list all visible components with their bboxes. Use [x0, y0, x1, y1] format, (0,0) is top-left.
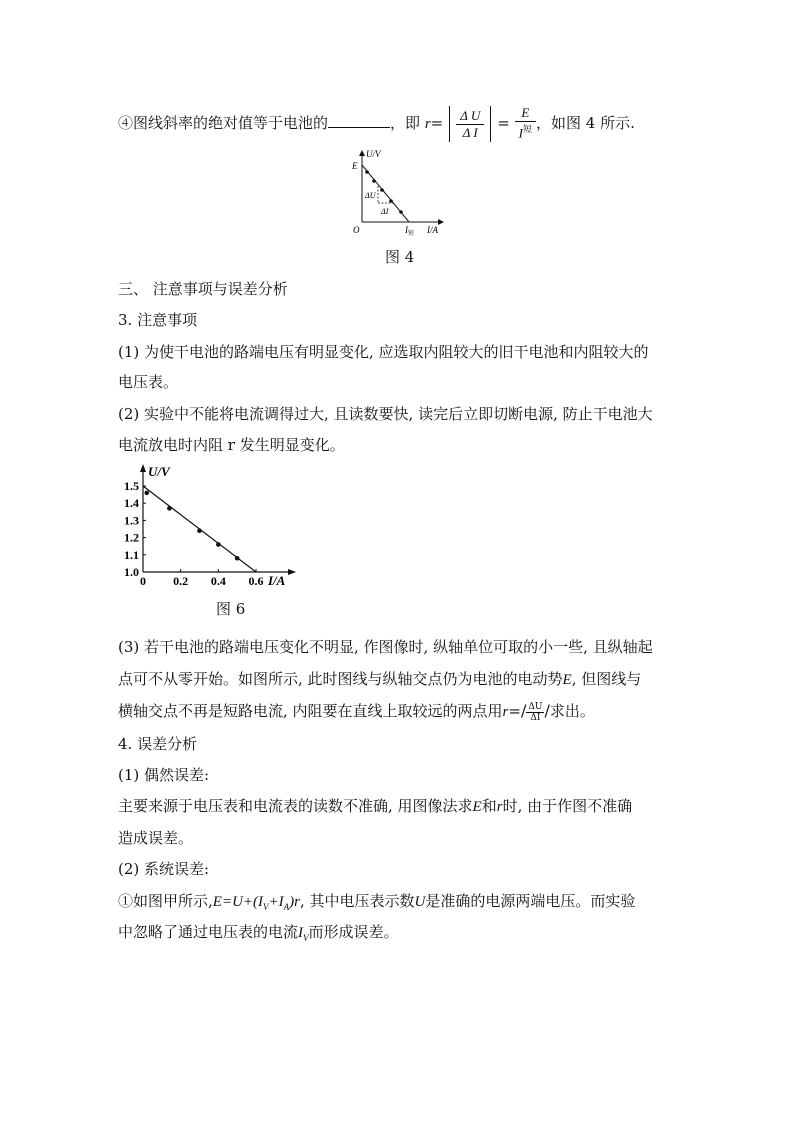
delta-i: ΔI [530, 712, 541, 723]
fill-in-blank [328, 113, 390, 128]
fig6-x-tick-label: 0 [140, 574, 146, 588]
equals-sign: = [430, 114, 444, 132]
fig6-x-tick-label: 0.6 [248, 574, 264, 588]
fig6-data-point [216, 542, 221, 547]
paragraph-7a [118, 890, 635, 918]
fig4-du-label: ΔU [365, 191, 376, 200]
fig4-y-label: U/V [366, 149, 381, 159]
fig4-point [399, 210, 403, 214]
fig4-e-label: E [352, 161, 358, 171]
paragraph-3c: 横轴交点不再是短路电流, 内阻要在直线上取较远的两点用r=/ $\frac{\Delta U}{\Delta I}$ /求出。 [118, 701, 595, 723]
paragraph-3a: (3) 若干电池的路端电压变化不明显, 作图像时, 纵轴单位可取的小一些, 且纵轴起 [118, 638, 653, 656]
fig6-data-point [144, 491, 149, 496]
delta-u: Δ U [456, 108, 484, 125]
paragraph-5a-text: 主要来源于电压表和电流表的读数不准确, 用图像法求 [118, 797, 473, 815]
fig6-x-tick-label: 0.4 [210, 574, 226, 588]
i-symbol: I [518, 125, 523, 141]
equals-sign-2: = [497, 114, 510, 132]
fig6-y-tick-label: 1.0 [124, 565, 139, 579]
paragraph-2b: 电流放电时内阻 r 发生明显变化。 [118, 436, 345, 454]
fig6-y-axis-label: U/V [148, 464, 170, 479]
paragraph-1b: 电压表。 [118, 373, 179, 391]
emf-formula: $E=U+(I_V+I_A)r$ [212, 894, 300, 912]
paragraph-7a-tail: 是准确的电源两端电压。而实验 [425, 892, 636, 910]
intro-line [118, 105, 635, 143]
fig4-ishort-label: $I_短$ [405, 225, 415, 237]
paragraph-3b-tail: , 但图线与 [571, 670, 642, 688]
paragraph-7b-tail: 而形成误差。 [308, 923, 399, 941]
paragraph-3c-tail: 求出。 [549, 702, 595, 720]
paragraph-3b-text: 点可不从零开始。如图所示, 此时图线与纵轴交点仍为电池的电动势 [118, 670, 563, 688]
intro-suffix: ，如图 4 所示. [536, 114, 635, 132]
r-symbol: r [424, 116, 431, 132]
abs-bar-right [490, 106, 491, 142]
fig6-y-tick-label: 1.4 [124, 496, 139, 511]
delta-ratio [526, 702, 544, 723]
paragraph-5b: 造成误差。 [118, 829, 194, 847]
figure-4-caption: 图 4 [385, 248, 415, 266]
e-over-ishort-fraction [515, 105, 536, 142]
fig6-y-tick-label: 1.2 [124, 530, 139, 545]
paragraph-1a: (1) 为使干电池的路端电压有明显变化, 应选取内阻较大的旧干电池和内阻较大的 [118, 343, 649, 361]
emf-symbol: E [472, 799, 482, 815]
item-heading-4: 4. 误差分析 [118, 735, 198, 753]
delta-i: Δ I [462, 124, 478, 140]
paragraph-7b [118, 921, 399, 949]
figure-6-chart [110, 460, 310, 590]
fig6-y-tick-label: 1.1 [124, 547, 139, 562]
emf-symbol: E [515, 105, 536, 122]
r-symbol: r [496, 799, 503, 815]
paragraph-5a [118, 795, 632, 818]
delta-u: ΔU [528, 701, 543, 712]
r-symbol: r [502, 704, 509, 720]
figure-6-caption: 图 6 [216, 600, 246, 618]
item-heading-3: 3. 注意事项 [118, 311, 198, 329]
emf-symbol: E [562, 672, 572, 688]
delta-fraction [456, 108, 484, 141]
paragraph-7b-text: 中忽略了通过电压表的电流 [118, 923, 299, 941]
fig6-data-point [235, 556, 240, 561]
figure-4-diagram [345, 145, 455, 237]
paragraph-3b [118, 668, 641, 691]
paragraph-3c-text: 横轴交点不再是短路电流, 内阻要在直线上取较远的两点用 [118, 702, 503, 720]
paragraph-7a-text: ①如图甲所示, [118, 892, 213, 910]
fig4-di-label: ΔI [381, 207, 389, 216]
paragraph-7a-mid: , 其中电压表示数 [299, 892, 415, 910]
fig4-x-label: I/A [427, 225, 438, 235]
fig6-x-tick-label: 0.2 [173, 574, 189, 588]
fig4-point [365, 170, 369, 174]
section-heading-3: 三、 注意事项与误差分析 [118, 280, 288, 298]
fig6-data-point [197, 528, 202, 533]
fig4-point [372, 179, 376, 183]
short-superscript: 短 [522, 125, 532, 136]
intro-after-blank: ，即 [390, 114, 421, 132]
fig6-x-arrow [288, 569, 296, 575]
fig6-y-tick-label: 1.3 [124, 513, 139, 528]
paragraph-6: (2) 系统误差: [118, 860, 210, 878]
fig6-x-axis-label: I/A [268, 573, 286, 588]
fig4-origin-label: O [353, 225, 360, 235]
fig6-y-arrow [140, 464, 146, 472]
fig6-data-point [167, 506, 172, 511]
fig6-y-tick-label: 1.5 [124, 479, 139, 493]
paragraph-5a-and: 和 [481, 797, 497, 815]
paragraph-2a: (2) 实验中不能将电流调得过大, 且读数要快, 读完后立即切断电源, 防止干电池大 [118, 405, 653, 423]
equals-sign: = [508, 702, 521, 720]
intro-prefix: ④图线斜率的绝对值等于电池的 [118, 114, 329, 132]
fig4-point [380, 188, 384, 192]
fig4-point [389, 199, 393, 203]
iv-symbol: $I_V$ [298, 925, 309, 943]
abs-bar-left [449, 106, 450, 142]
u-symbol: U [414, 894, 426, 910]
paragraph-4: (1) 偶然误差: [118, 766, 210, 784]
paragraph-5a-tail: 时, 由于作图不准确 [502, 797, 633, 815]
